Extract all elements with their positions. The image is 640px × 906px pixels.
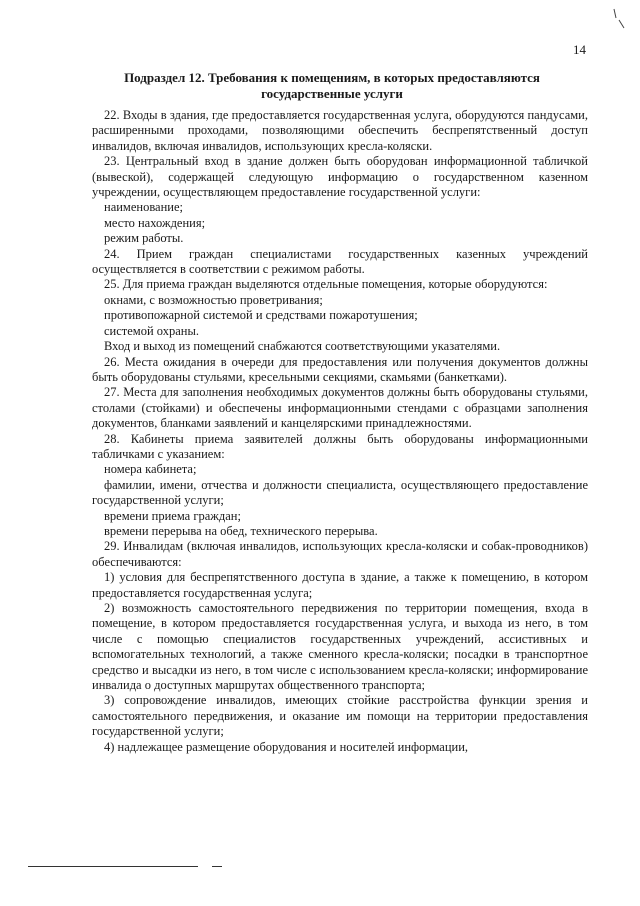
paragraph: 25. Для приема граждан выделяются отдельные помещения, которые оборудуются: bbox=[104, 277, 548, 292]
paragraph: 22. Входы в здания, где предоставляется государственная услуга, оборудуются пандусами, расширенными проходами, позволяющими обеспечить беспрепятственный доступ инвалидов, включая инвалидов, использующих кресла-коляски. bbox=[92, 108, 588, 153]
paragraph: 23. Центральный вход в здание должен быть оборудован информационной табличкой (вывеской), содержащей следующую информацию о государственном казенном учреждении, осуществляющем предоставление государственной услуги: bbox=[92, 154, 588, 200]
document-body bbox=[92, 108, 588, 755]
section-heading: Подраздел 12. Требования к помещениям, в которых предоставляются государственные услуги bbox=[124, 70, 540, 101]
paragraph: 26. Места ожидания в очереди для предоставления или получения документов должны быть оборудованы стульями, кресельными секциями, скамьями (банкетками). bbox=[92, 354, 588, 384]
paragraph: 24. Прием граждан специалистами государственных казенных учреждений осуществляется в соответствии с режимом работы. bbox=[92, 246, 588, 277]
list-item: место нахождения; bbox=[104, 215, 206, 230]
list-item: противопожарной системой и средствами пожаротушения; bbox=[104, 308, 418, 323]
footnote-separator-fragment bbox=[212, 866, 222, 867]
list-item: наименование; bbox=[104, 200, 184, 215]
scan-mark bbox=[612, 8, 626, 30]
list-item: Вход и выход из помещений снабжаются соответствующими указателями. bbox=[104, 339, 501, 354]
page-number: 14 bbox=[573, 42, 586, 57]
paragraph: 27. Места для заполнения необходимых документов должны быть оборудованы стульями, столами (стойками) и обеспечены информационными стендами с образцами заполнения документов, бланками заявлений и канцелярскими принадлежностями. bbox=[92, 385, 588, 431]
paragraph: фамилии, имени, отчества и должности специалиста, осуществляющего предоставление государственной услуги; bbox=[92, 477, 588, 508]
paragraph: 29. Инвалидам (включая инвалидов, использующих кресла-коляски и собак-проводников) обеспечиваются: bbox=[92, 539, 588, 569]
list-item: системой охраны. bbox=[104, 323, 199, 338]
list-item: номера кабинета; bbox=[104, 462, 197, 477]
paragraph: 3) сопровождение инвалидов, имеющих стойкие расстройства функции зрения и самостоятельного передвижения, и оказание им помощи на территории предоставления государственной услуги; bbox=[92, 693, 588, 739]
paragraph: 4) надлежащее размещение оборудования и носителей информации, bbox=[104, 739, 469, 754]
list-item: времени приема граждан; bbox=[104, 508, 241, 523]
paragraph: 1) условия для беспрепятственного доступа в здание, а также к помещению, в котором предоставляется государственная услуга; bbox=[92, 570, 588, 600]
paragraph: 28. Кабинеты приема заявителей должны быть оборудованы информационными табличками с указанием: bbox=[92, 431, 588, 461]
list-item: режим работы. bbox=[104, 231, 184, 246]
list-item: окнами, с возможностью проветривания; bbox=[104, 292, 323, 307]
footnote-separator bbox=[28, 866, 198, 867]
paragraph: 2) возможность самостоятельного передвижения по территории помещения, входа в помещение, в котором предоставляется государственная услуга, и выхода из него, в том числе с помощью специалистов государственных учреждений, ассистивных и вспомогательных технологий, а также сменного кресла-коляски; посадки в транспортное средство и высадки из него, в том числе с использованием кресла-коляски; информирование инвалида о доступных маршрутах общественного транспорта; bbox=[92, 601, 588, 693]
list-item: времени перерыва на обед, технического перерыва. bbox=[104, 523, 378, 538]
